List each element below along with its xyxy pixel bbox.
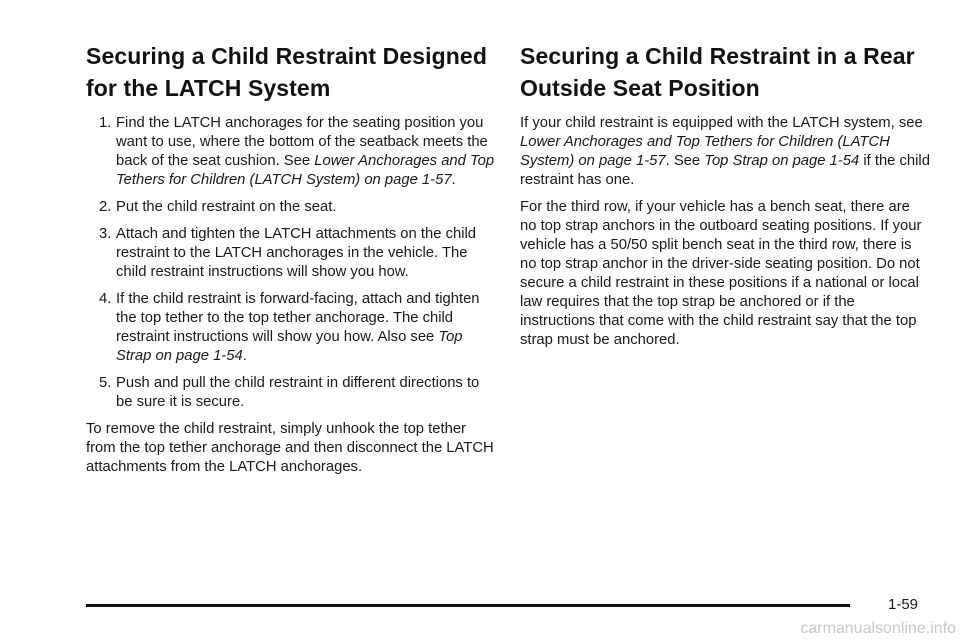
- cross-reference-link[interactable]: Lower Anchorages and Top Tethers for Children (LATCH System) on page 1-57: [520, 134, 890, 169]
- step-item: [86, 114, 496, 190]
- paragraph-text: if the child restraint has one.: [520, 153, 930, 188]
- step-item: [86, 198, 496, 217]
- closing-paragraph: To remove the child restraint, simply unhook the top tether from the top tether anchorage and then disconnect the LATCH attachments from the LATCH anchorages.: [86, 421, 494, 475]
- step-number: 5.: [99, 375, 112, 391]
- footer-rule: [86, 604, 850, 607]
- step-text: Put the child restraint on the seat.: [116, 199, 337, 215]
- step-number: 1.: [99, 115, 112, 131]
- step-text: Attach and tighten the LATCH attachments on the child restraint to the LATCH anchorages in the vehicle. The child restraint instructions will show you how.: [116, 226, 476, 280]
- step-text: If the child restraint is forward-facing, attach and tighten the top tether to the top tether anchorage. The child restraint instructions will show you how. Also see: [116, 291, 480, 345]
- page-number: 1-59: [888, 596, 919, 613]
- paragraph-text: If your child restraint is equipped with the LATCH system, see: [520, 115, 923, 131]
- step-number: 2.: [99, 199, 112, 215]
- step-text: Push and pull the child restraint in different directions to be sure it is secure.: [116, 375, 480, 410]
- cross-reference-link[interactable]: Top Strap on page 1-54: [704, 153, 860, 169]
- cross-reference-link[interactable]: Lower Anchorages and Top Tethers for Children (LATCH System) on page 1-57: [116, 153, 495, 188]
- step-text: Find the LATCH anchorages for the seating position you want to use, where the bottom of the seatback meets the back of the seat cushion. See: [116, 115, 488, 169]
- watermark: carmanualsonline.info: [800, 620, 956, 637]
- latch-steps-list: [86, 114, 496, 412]
- section-heading-rear-outside: Securing a Child Restraint in a Rear Outside Seat Position: [520, 43, 915, 101]
- step-number: 4.: [99, 291, 112, 307]
- third-row-paragraph: For the third row, if your vehicle has a bench seat, there are no top strap anchors in the outboard seating positions. If your vehicle has a 50/50 split bench seat in the third row, there is no top strap anchor in the driver-side seating position. Do not secure a child restraint in these positions if a national or local law requires that the top strap be anchored or if the instructions that come with the child restraint say that the top strap must be anchored.: [520, 199, 922, 348]
- step-text-end: .: [451, 172, 456, 188]
- step-number: 3.: [99, 226, 112, 242]
- step-text-end: .: [242, 348, 247, 364]
- step-item: [86, 225, 496, 282]
- latch-equipped-paragraph: [520, 114, 930, 190]
- cross-reference-link[interactable]: Top Strap on page 1-54: [116, 329, 463, 364]
- paragraph-text: . See: [665, 153, 705, 169]
- right-column: [520, 40, 930, 358]
- step-item: [86, 290, 496, 366]
- step-item: [86, 374, 496, 412]
- section-heading-latch: Securing a Child Restraint Designed for the LATCH System: [86, 43, 487, 101]
- left-column: [86, 40, 496, 485]
